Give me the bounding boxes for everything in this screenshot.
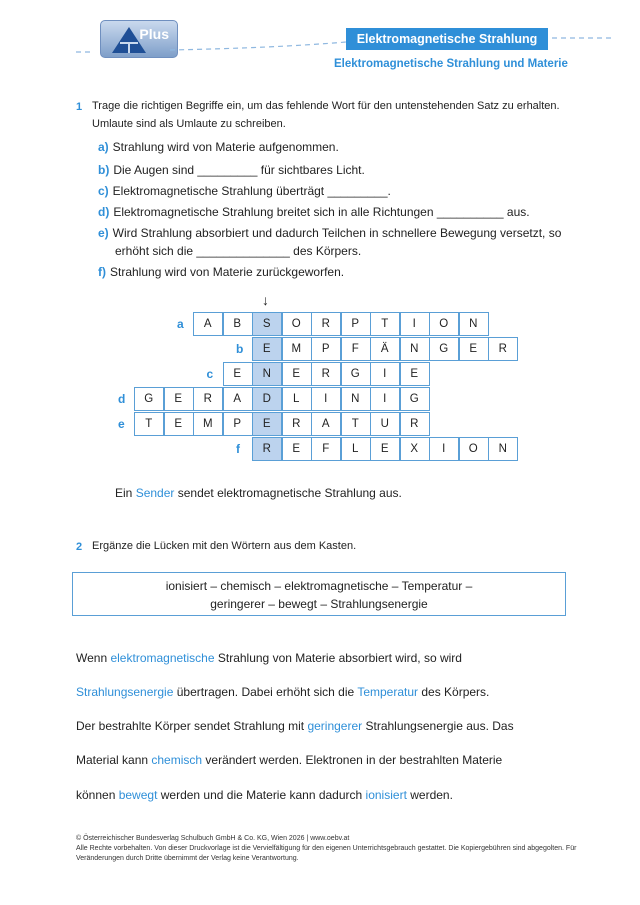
solution-sentence-end: sendet elektromagnetische Strahlung aus. bbox=[174, 486, 402, 500]
item-e bbox=[98, 226, 561, 240]
item-e-continued: erhöht sich die ______________ des Körpers. bbox=[115, 244, 362, 258]
crossword-cell[interactable]: D bbox=[252, 387, 282, 411]
rights-line: Veränderungen durch Dritte übernimmt der Verlag keine Verantwortung. bbox=[76, 855, 299, 862]
crossword-cell[interactable]: I bbox=[370, 387, 400, 411]
crossword-cell[interactable]: E bbox=[400, 362, 430, 386]
crossword-cell[interactable]: N bbox=[341, 387, 371, 411]
crossword-cell[interactable]: E bbox=[370, 437, 400, 461]
filled-answer: chemisch bbox=[151, 753, 203, 767]
crossword-cell[interactable]: I bbox=[400, 312, 430, 336]
instruction-line: Umlaute sind als Umlaute zu schreiben. bbox=[92, 118, 286, 130]
crossword-cell[interactable]: E bbox=[164, 412, 194, 436]
task-instruction bbox=[92, 97, 560, 133]
crossword-cell[interactable]: U bbox=[370, 412, 400, 436]
item-text: Elektromagnetische Strahlung überträgt _________. bbox=[112, 184, 391, 198]
cloze-line bbox=[76, 719, 514, 733]
cloze-line bbox=[76, 788, 453, 802]
crossword-cell[interactable]: E bbox=[164, 387, 194, 411]
crossword-cell[interactable]: A bbox=[193, 312, 223, 336]
crossword-cell[interactable]: P bbox=[311, 337, 341, 361]
filled-answer: ionisiert bbox=[365, 788, 407, 802]
crossword-row-label: a bbox=[177, 317, 184, 331]
crossword-cell[interactable]: A bbox=[311, 412, 341, 436]
item-d bbox=[98, 205, 530, 219]
item-label: f) bbox=[98, 265, 106, 279]
crossword-cell[interactable]: R bbox=[400, 412, 430, 436]
word-box bbox=[72, 572, 566, 616]
word-box-line: ionisiert – chemisch – elektromagnetische – Temperatur – bbox=[165, 579, 473, 593]
filled-answer: Strahlungsenergie bbox=[76, 685, 174, 699]
crossword-cell[interactable]: F bbox=[341, 337, 371, 361]
filled-answer: elektromagnetische bbox=[110, 651, 215, 665]
crossword-cell[interactable]: A bbox=[223, 387, 253, 411]
crossword-cell[interactable]: E bbox=[282, 437, 312, 461]
item-label: d) bbox=[98, 205, 110, 219]
crossword-cell[interactable]: S bbox=[252, 312, 282, 336]
instruction-line: Trage die richtigen Begriffe ein, um das fehlende Wort für den untenstehenden Satz zu erhalten. bbox=[92, 100, 560, 112]
crossword-row-label: f bbox=[236, 442, 240, 456]
crossword-cell[interactable]: I bbox=[311, 387, 341, 411]
filled-answer: geringerer bbox=[307, 719, 363, 733]
crossword-row-label: e bbox=[118, 417, 125, 431]
crossword-cell[interactable]: M bbox=[282, 337, 312, 361]
item-text: Wird Strahlung absorbiert und dadurch Teilchen in schnellere Bewegung versetzt, so bbox=[112, 226, 562, 240]
crossword-cell[interactable]: L bbox=[282, 387, 312, 411]
solution-word: Sender bbox=[135, 486, 175, 500]
crossword-cell[interactable]: L bbox=[341, 437, 371, 461]
crossword-cell[interactable]: E bbox=[223, 362, 253, 386]
crossword-cell[interactable]: R bbox=[252, 437, 282, 461]
cloze-line bbox=[76, 651, 462, 665]
item-label: b) bbox=[98, 163, 110, 177]
crossword-cell[interactable]: O bbox=[282, 312, 312, 336]
crossword-cell[interactable]: M bbox=[193, 412, 223, 436]
cloze-text-segment: können bbox=[76, 788, 119, 802]
cloze-text-segment: des Körpers. bbox=[418, 685, 490, 699]
crossword-cell[interactable]: N bbox=[488, 437, 518, 461]
footer bbox=[76, 834, 596, 864]
crossword-cell[interactable]: F bbox=[311, 437, 341, 461]
crossword-cell[interactable]: E bbox=[282, 362, 312, 386]
crossword-cell[interactable]: R bbox=[311, 312, 341, 336]
crossword-cell[interactable]: T bbox=[341, 412, 371, 436]
item-b bbox=[98, 163, 365, 177]
crossword-cell[interactable]: N bbox=[400, 337, 430, 361]
copyright-line: © Österreichischer Bundesverlag Schulbuch GmbH & Co. KG, Wien 2026 | www.oebv.at bbox=[76, 835, 350, 842]
header-title: Elektromagnetische Strahlung bbox=[346, 28, 548, 50]
item-f bbox=[98, 265, 344, 279]
crossword-cell[interactable]: O bbox=[459, 437, 489, 461]
crossword-cell[interactable]: I bbox=[370, 362, 400, 386]
crossword-cell[interactable]: X bbox=[400, 437, 430, 461]
item-text: Strahlung wird von Materie zurückgeworfen. bbox=[110, 265, 345, 279]
logo-text: Plus bbox=[139, 26, 169, 42]
filled-answer: bewegt bbox=[118, 788, 158, 802]
cloze-text-segment: werden. bbox=[406, 788, 453, 802]
crossword-cell[interactable]: R bbox=[282, 412, 312, 436]
crossword-cell[interactable]: E bbox=[252, 412, 282, 436]
header-subtitle: Elektromagnetische Strahlung und Materie bbox=[334, 58, 568, 70]
cloze-line bbox=[76, 753, 502, 767]
crossword-cell[interactable]: G bbox=[341, 362, 371, 386]
crossword-cell[interactable]: I bbox=[429, 437, 459, 461]
crossword-cell[interactable]: O bbox=[429, 312, 459, 336]
cloze-text-segment: Material kann bbox=[76, 753, 152, 767]
crossword-cell[interactable]: B bbox=[223, 312, 253, 336]
crossword-cell[interactable]: N bbox=[459, 312, 489, 336]
crossword-row-label: c bbox=[206, 367, 214, 381]
cloze-text-segment: Strahlung von Materie absorbiert wird, so wird bbox=[214, 651, 462, 665]
crossword-cell[interactable]: T bbox=[370, 312, 400, 336]
crossword-cell[interactable]: T bbox=[134, 412, 164, 436]
crossword-cell[interactable]: P bbox=[341, 312, 371, 336]
cloze-text-segment: übertragen. Dabei erhöht sich die bbox=[173, 685, 358, 699]
crossword-row-label: b bbox=[236, 342, 244, 356]
solution-arrow-icon: ↓ bbox=[262, 292, 269, 308]
cloze-text-segment: werden und die Materie kann dadurch bbox=[157, 788, 366, 802]
rights-line: Alle Rechte vorbehalten. Von dieser Druckvorlage ist die Vervielfältigung für den eigenen Unterrichtsgebrauch gestattet. Die Kopiergebühren sind abgegolten. Für bbox=[76, 845, 577, 852]
cloze-text-segment: verändert werden. Elektronen in der bestrahlten Materie bbox=[202, 753, 503, 767]
crossword-cell[interactable]: R bbox=[193, 387, 223, 411]
item-text: Die Augen sind _________ für sichtbares Licht. bbox=[113, 163, 365, 177]
item-a bbox=[98, 140, 339, 154]
crossword-cell[interactable]: P bbox=[223, 412, 253, 436]
crossword-row-label: d bbox=[118, 392, 126, 406]
crossword-cell[interactable]: G bbox=[134, 387, 164, 411]
item-label: e) bbox=[98, 226, 109, 240]
crossword-cell[interactable]: Ä bbox=[370, 337, 400, 361]
item-label: a) bbox=[98, 140, 109, 154]
crossword-cell[interactable]: G bbox=[429, 337, 459, 361]
solution-sentence-start: Ein bbox=[115, 486, 136, 500]
task-number: 1 bbox=[76, 101, 83, 113]
item-text: Elektromagnetische Strahlung breitet sich in alle Richtungen __________ aus. bbox=[113, 205, 530, 219]
cloze-line bbox=[76, 685, 489, 699]
crossword-cell[interactable]: R bbox=[311, 362, 341, 386]
filled-answer: Temperatur bbox=[357, 685, 419, 699]
task-number: 2 bbox=[76, 541, 83, 553]
cloze-text-segment: Wenn bbox=[76, 651, 111, 665]
crossword-cell[interactable]: E bbox=[459, 337, 489, 361]
crossword-cell[interactable]: E bbox=[252, 337, 282, 361]
cloze-text-segment: Der bestrahlte Körper sendet Strahlung mit bbox=[76, 719, 308, 733]
item-c bbox=[98, 184, 391, 198]
crossword-cell[interactable]: N bbox=[252, 362, 282, 386]
crossword-cell[interactable]: R bbox=[488, 337, 518, 361]
word-box-line: geringerer – bewegt – Strahlungsenergie bbox=[210, 597, 428, 611]
solution-sentence bbox=[115, 486, 402, 500]
item-label: c) bbox=[98, 184, 109, 198]
task-instruction: Ergänze die Lücken mit den Wörtern aus dem Kasten. bbox=[92, 540, 357, 552]
crossword-cell[interactable]: G bbox=[400, 387, 430, 411]
item-text: Strahlung wird von Materie aufgenommen. bbox=[112, 140, 339, 154]
cloze-text-segment: Strahlungsenergie aus. Das bbox=[362, 719, 514, 733]
